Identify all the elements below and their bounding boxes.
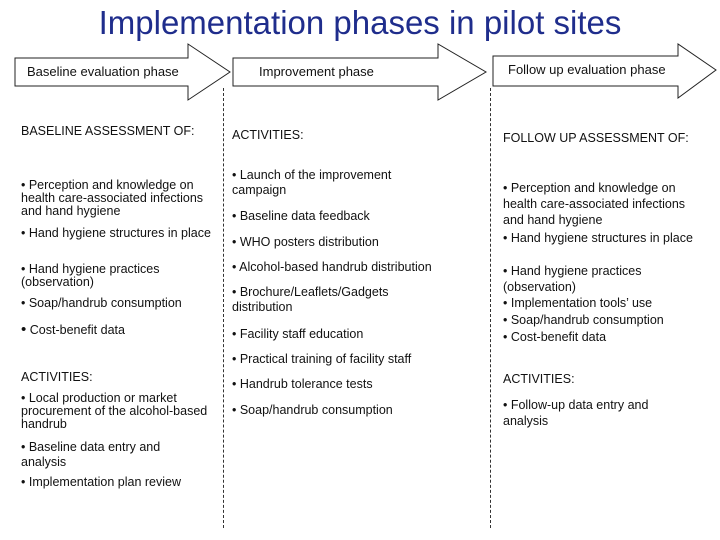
improvement-item: • WHO posters distribution bbox=[232, 235, 379, 249]
baseline-item: • Hand hygiene structures in place bbox=[21, 226, 211, 240]
baseline-activities-heading: ACTIVITIES: bbox=[21, 370, 93, 384]
improvement-item: • Facility staff education bbox=[232, 327, 364, 341]
improvement-column bbox=[232, 0, 482, 540]
followup-item: • Soap/handrub consumption bbox=[503, 313, 664, 327]
followup-item: • Hand hygiene structures in place bbox=[503, 231, 693, 245]
followup-item: • Cost-benefit data bbox=[503, 330, 607, 344]
followup-activities-heading: ACTIVITIES: bbox=[503, 372, 575, 386]
baseline-heading: BASELINE ASSESSMENT OF: bbox=[21, 124, 195, 138]
improvement-item: • Launch of the improvement campaign bbox=[232, 168, 392, 197]
baseline-activity: • Baseline data entry and analysis bbox=[21, 440, 161, 469]
phase-label-followup: Follow up evaluation phase bbox=[508, 62, 666, 77]
baseline-item: • Hand hygiene practices (observation) bbox=[21, 262, 160, 289]
improvement-item: • Alcohol-based handrub distribution bbox=[232, 260, 432, 274]
baseline-column bbox=[21, 0, 221, 540]
followup-activity: • Follow-up data entry and analysis bbox=[503, 398, 649, 428]
followup-item: • Implementation tools’ use bbox=[503, 296, 653, 310]
divider-right bbox=[490, 88, 491, 528]
baseline-item-cost bbox=[21, 322, 221, 338]
followup-column bbox=[503, 0, 713, 540]
page-title: Implementation phases in pilot sites bbox=[98, 4, 622, 41]
improvement-item: • Baseline data feedback bbox=[232, 209, 370, 223]
bullet-glyph: • bbox=[21, 321, 27, 338]
followup-heading: FOLLOW UP ASSESSMENT OF: bbox=[503, 131, 689, 145]
baseline-activity: • Local production or market procurement of the alcohol-based handrub bbox=[21, 391, 208, 431]
baseline-item: • Soap/handrub consumption bbox=[21, 296, 182, 310]
improvement-item: • Handrub tolerance tests bbox=[232, 377, 373, 391]
baseline-item: • Perception and knowledge on health care-associated infections and hand hygiene bbox=[21, 178, 204, 218]
baseline-item-label: Cost-benefit data bbox=[29, 323, 125, 337]
followup-item: • Perception and knowledge on health care-associated infections and hand hygiene bbox=[503, 181, 686, 227]
phase-label-baseline: Baseline evaluation phase bbox=[27, 64, 179, 79]
improvement-item: • Soap/handrub consumption bbox=[232, 403, 393, 417]
improvement-item: • Practical training of facility staff bbox=[232, 352, 412, 366]
baseline-activity: • Implementation plan review bbox=[21, 475, 182, 489]
followup-item: • Hand hygiene practices (observation) bbox=[503, 264, 642, 294]
phase-label-improvement: Improvement phase bbox=[259, 64, 374, 79]
improvement-item: • Brochure/Leaflets/Gadgets distribution bbox=[232, 285, 389, 314]
improvement-heading: ACTIVITIES: bbox=[232, 128, 304, 142]
